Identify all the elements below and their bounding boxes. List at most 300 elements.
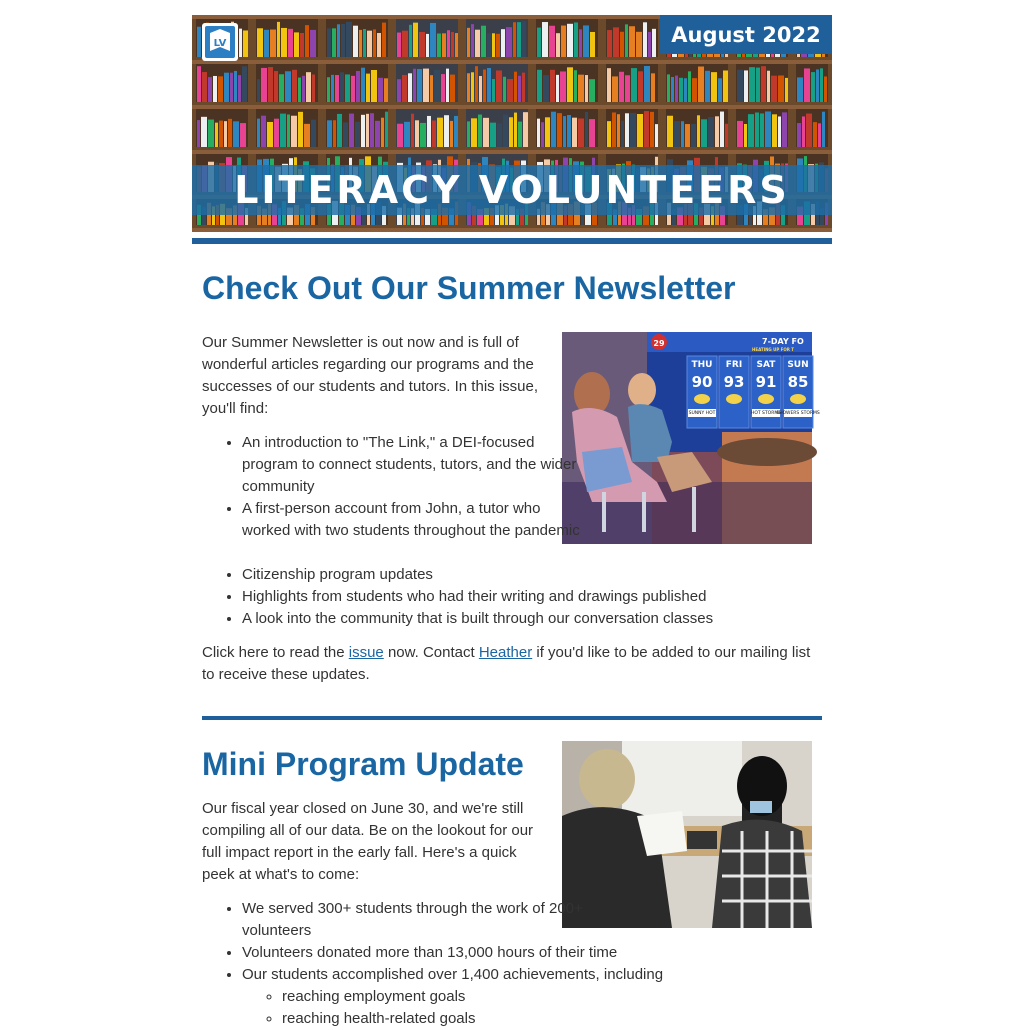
book-spine — [572, 118, 577, 147]
newsletter-highlights-list-continued — [202, 564, 822, 630]
book-spine — [268, 67, 273, 102]
book-spine — [755, 112, 759, 147]
list-item: • An introduction to "The Link," a DEI-focused program to connect students, tutors, and the wider community — [242, 432, 582, 498]
issue-link[interactable]: issue — [348, 644, 384, 661]
book-spine — [208, 120, 214, 147]
book-spine — [613, 27, 619, 57]
book-spine — [384, 78, 388, 102]
book-spine — [744, 124, 747, 147]
book-spine — [652, 29, 656, 57]
book-spine — [772, 114, 777, 147]
book-spine — [625, 113, 629, 147]
book-spine — [744, 70, 748, 102]
book-spine — [667, 116, 673, 147]
book-spine — [483, 118, 489, 147]
book-spine — [551, 112, 556, 147]
book-spine — [471, 24, 474, 57]
book-spine — [543, 75, 549, 102]
book-spine — [541, 122, 544, 147]
banner-title: LITERACY VOLUNTEERS — [234, 168, 790, 212]
book-spine — [620, 32, 624, 57]
list-item: • Our students accomplished over 1,400 achievements, including — [242, 964, 822, 986]
book-spine — [242, 66, 247, 102]
list-item: • Highlights from students who had their writing and drawings published — [242, 586, 822, 608]
book-spine — [417, 69, 422, 102]
book-spine — [341, 24, 345, 57]
book-spine — [824, 76, 827, 102]
book-spine — [617, 114, 620, 147]
book-spine — [451, 32, 454, 57]
book-spine — [454, 116, 458, 147]
book-spine — [561, 26, 566, 57]
book-spine — [483, 70, 486, 102]
book-spine — [756, 68, 760, 102]
weather-icon — [758, 394, 774, 404]
book-spine — [671, 77, 674, 102]
book-spine — [674, 121, 680, 147]
book-spine — [497, 123, 502, 147]
book-spine — [479, 76, 482, 102]
book-spine — [447, 30, 450, 57]
book-spine — [239, 29, 242, 57]
book-spine — [385, 112, 388, 147]
forecast-day-label: FRI — [725, 360, 743, 370]
book-spine — [638, 71, 643, 102]
book-spine — [718, 78, 722, 102]
book-spine — [285, 71, 291, 102]
book-spine — [492, 33, 495, 57]
achievements-sublist — [242, 986, 822, 1030]
book-spine — [643, 22, 647, 57]
book-spine — [351, 76, 355, 102]
book-spine — [267, 122, 273, 147]
book-spine — [335, 75, 339, 102]
book-spine — [361, 68, 365, 102]
book-spine — [343, 122, 348, 147]
book-spine — [509, 117, 513, 147]
book-spine — [651, 73, 655, 102]
book-spine — [804, 68, 810, 102]
book-spine — [408, 73, 412, 102]
book-spine — [337, 114, 342, 147]
book-spine — [698, 67, 704, 102]
book-spine — [771, 76, 777, 102]
book-spine — [355, 122, 360, 147]
forecast-day-label: SUN — [787, 360, 809, 370]
book-spine — [765, 111, 771, 147]
banner-title-band — [192, 165, 832, 215]
forecast-day-label: THU — [691, 360, 713, 370]
book-spine — [411, 114, 414, 147]
book-spine — [444, 115, 449, 147]
section-divider — [202, 716, 822, 720]
book-spine — [402, 31, 408, 57]
book-spine — [650, 112, 654, 147]
cta-text: Click here to read the — [202, 644, 349, 661]
book-spine — [238, 75, 241, 102]
book-spine — [298, 78, 301, 102]
cta-text: if you'd like to be added to our mailing list to receive these updates. — [202, 644, 811, 683]
book-spine — [813, 122, 817, 147]
newsletter-section — [202, 270, 822, 690]
book-spine — [404, 122, 410, 147]
book-spine — [475, 30, 480, 57]
book-spine — [257, 79, 260, 102]
book-spine — [797, 123, 801, 147]
book-spine — [748, 114, 754, 147]
book-spine — [305, 25, 309, 57]
book-spine — [397, 33, 401, 57]
book-spine — [327, 77, 330, 102]
book-spine — [274, 119, 279, 147]
book-spine — [816, 69, 819, 102]
book-spine — [434, 70, 440, 102]
forecast-title: 7-DAY FO — [762, 337, 804, 346]
weather-icon — [790, 394, 806, 404]
book-spine — [487, 33, 491, 57]
book-spine — [621, 121, 624, 147]
book-spine — [277, 22, 280, 57]
book-spine — [377, 33, 381, 57]
book-spine — [557, 113, 562, 147]
book-spine — [490, 123, 496, 147]
book-spine — [631, 68, 637, 102]
book-spine — [215, 123, 218, 147]
book-spine — [224, 121, 227, 147]
issue-date: August 2022 — [671, 22, 821, 47]
book-spine — [481, 26, 486, 57]
book-spine — [243, 30, 248, 57]
book-spine — [432, 120, 436, 147]
book-spine — [507, 79, 513, 102]
book-spine — [578, 75, 584, 102]
book-spine — [446, 69, 449, 102]
book-spine — [467, 73, 470, 102]
book-spine — [397, 124, 403, 147]
book-spine — [441, 74, 445, 102]
book-spine — [397, 79, 401, 102]
book-spine — [437, 118, 443, 147]
book-spine — [240, 123, 246, 147]
book-spine — [501, 29, 505, 57]
book-spine — [701, 119, 707, 147]
book-spine — [375, 121, 380, 147]
book-spine — [430, 23, 436, 57]
book-spine — [228, 119, 232, 147]
book-spine — [233, 121, 239, 147]
forecast-condition: SUNNY HOT — [688, 411, 716, 416]
book-spine — [261, 116, 266, 147]
book-spine — [681, 121, 684, 147]
book-spine — [349, 114, 354, 147]
tutoring-session-image — [562, 741, 812, 928]
newsletter-cta — [202, 642, 817, 686]
shelf-board — [192, 105, 832, 109]
tutoring-photo — [562, 741, 812, 928]
book-spine — [294, 32, 299, 57]
tv-studio-image — [562, 332, 820, 544]
book-spine — [574, 22, 578, 57]
book-spine — [820, 68, 823, 102]
book-spine — [202, 72, 207, 102]
book-spine — [636, 32, 642, 57]
book-spine — [366, 74, 370, 102]
weather-icon — [694, 394, 710, 404]
book-spine — [224, 73, 229, 102]
book-spine — [612, 112, 616, 147]
book-spine — [257, 28, 263, 57]
book-spine — [496, 70, 502, 102]
book-spine — [503, 77, 506, 102]
book-spine — [450, 75, 455, 102]
book-spine — [409, 25, 412, 57]
book-spine — [353, 26, 358, 57]
book-spine — [644, 66, 650, 102]
header-divider — [192, 238, 832, 244]
book-spine — [280, 114, 286, 147]
book-spine — [346, 22, 352, 57]
book-spine — [197, 27, 201, 57]
station-logo: 29 — [653, 339, 665, 348]
book-spine — [644, 111, 649, 147]
book-spine — [560, 71, 566, 102]
tv-interview-photo — [562, 332, 820, 544]
book-spine — [589, 119, 595, 147]
book-spine — [802, 116, 805, 147]
list-item: • We served 300+ students through the work of 200+ volunteers — [242, 898, 587, 942]
list-item: ◦ reaching employment goals — [282, 986, 822, 1008]
book-spine — [291, 116, 297, 147]
book-spine — [197, 66, 201, 102]
book-spine — [270, 30, 276, 57]
book-spine — [471, 118, 477, 147]
book-spine — [201, 117, 207, 147]
book-spine — [302, 76, 305, 102]
book-spine — [367, 31, 372, 57]
book-spine — [371, 70, 377, 102]
book-spine — [506, 27, 512, 57]
book-spine — [413, 69, 416, 102]
forecast-temp: 93 — [723, 373, 745, 391]
book-spine — [818, 123, 821, 147]
book-spine — [688, 71, 691, 102]
book-spine — [332, 28, 336, 57]
book-spine — [797, 77, 803, 102]
book-spine — [298, 112, 303, 147]
book-spine — [590, 32, 595, 57]
book-spine — [585, 75, 588, 102]
book-spine — [503, 115, 508, 147]
book-spine — [655, 124, 658, 147]
book-spine — [306, 72, 311, 102]
book-spine — [518, 122, 522, 147]
book-spine — [737, 121, 743, 147]
book-spine — [630, 113, 636, 147]
book-spine — [415, 120, 419, 147]
book-spine — [514, 113, 517, 147]
book-spine — [345, 74, 350, 102]
book-spine — [455, 33, 458, 57]
book-spine — [692, 78, 697, 102]
program-update-intro: Our fiscal year closed on June 30, and we're still compiling all of our data. Be on the lookout for our full impact report in the early fall. Here's a quick peek at what's to come: — [202, 800, 534, 883]
book-spine — [218, 76, 223, 102]
book-spine — [583, 25, 589, 57]
book-spine — [419, 32, 425, 57]
book-spine — [522, 21, 526, 57]
book-spine — [550, 70, 555, 102]
book-spine — [288, 29, 293, 57]
book-spine — [711, 72, 717, 102]
book-spine — [517, 22, 521, 57]
book-spine — [542, 22, 548, 57]
book-spine — [430, 75, 433, 102]
book-spine — [274, 71, 278, 102]
shelf-board — [192, 228, 832, 232]
book-spine — [331, 75, 334, 102]
book-spine — [292, 70, 297, 102]
shelf-board — [192, 60, 832, 64]
book-spine — [427, 116, 431, 147]
book-spine — [537, 70, 542, 102]
program-update-heading: Mini Program Update — [202, 746, 524, 782]
header-banner — [192, 15, 832, 228]
book-spine — [300, 33, 304, 57]
book-spine — [629, 26, 635, 57]
book-spine — [487, 68, 491, 102]
book-spine — [518, 76, 521, 102]
book-spine — [213, 76, 217, 102]
book-spine — [691, 124, 696, 147]
book-spine — [361, 115, 365, 147]
book-spine — [327, 28, 331, 57]
book-spine — [359, 30, 362, 57]
book-spine — [625, 24, 628, 57]
book-spine — [492, 79, 495, 102]
book-spine — [310, 30, 316, 57]
book-spine — [723, 70, 728, 102]
newsletter-highlights-list — [202, 432, 582, 542]
book-spine — [312, 75, 315, 102]
book-spine — [607, 30, 612, 57]
book-spine — [720, 112, 724, 147]
book-spine — [684, 78, 687, 102]
book-spine — [513, 22, 516, 57]
forecast-condition: SHOWERS STORMS — [776, 411, 820, 416]
book-spine — [478, 115, 482, 147]
book-spine — [402, 75, 407, 102]
book-spine — [437, 34, 441, 57]
book-spine — [556, 75, 559, 102]
newsletter-heading: Check Out Our Summer Newsletter — [202, 270, 736, 306]
book-spine — [281, 28, 287, 57]
list-item: • A first-person account from John, a tutor who worked with two students throughout the pandemic — [242, 498, 582, 542]
book-spine — [737, 70, 743, 102]
forecast-subtitle: HEATING UP FOR T — [752, 347, 795, 352]
book-spine — [579, 29, 582, 57]
book-spine — [637, 114, 643, 147]
book-spine — [522, 73, 525, 102]
book-spine — [264, 30, 269, 57]
book-spine — [567, 24, 573, 57]
book-spine — [785, 78, 788, 102]
book-spine — [304, 124, 310, 147]
book-spine — [363, 29, 366, 57]
book-spine — [381, 118, 384, 147]
book-spine — [426, 34, 429, 57]
book-spine — [340, 72, 344, 102]
book-spine — [333, 120, 336, 147]
book-spine — [574, 70, 577, 102]
book-spine — [612, 76, 618, 102]
newsletter-intro: Our Summer Newsletter is out now and is full of wonderful articles regarding our programs and the successes of our students and tutors. In this issue, you'll find: — [202, 334, 539, 417]
book-spine — [230, 73, 233, 102]
book-spine — [806, 114, 812, 147]
book-spine — [370, 113, 374, 147]
book-spine — [563, 116, 566, 147]
book-spine — [607, 68, 611, 102]
book-spine — [514, 72, 517, 102]
list-item: • A look into the community that is built through our conversation classes — [242, 608, 822, 630]
cta-text: now. Contact — [383, 644, 479, 661]
book-spine — [467, 121, 470, 147]
book-spine — [556, 33, 560, 57]
forecast-day-label: SAT — [756, 360, 776, 370]
book-spine — [567, 115, 571, 147]
book-spine — [811, 72, 815, 102]
forecast-temp: 91 — [755, 373, 777, 391]
book-spine — [778, 116, 781, 147]
program-update-section — [202, 746, 822, 1027]
book-spine — [578, 118, 584, 147]
book-spine — [337, 24, 340, 57]
contact-heather-link[interactable]: Heather — [478, 644, 533, 661]
book-spine — [760, 113, 764, 147]
book-spine — [667, 74, 670, 102]
issue-date-badge — [660, 15, 832, 54]
forecast-condition: HOT STORMS — [750, 411, 782, 416]
book-spine — [450, 121, 453, 147]
book-spine — [234, 71, 237, 102]
book-spine — [257, 119, 260, 147]
book-spine — [619, 72, 624, 102]
book-spine — [715, 116, 719, 147]
book-spine — [496, 34, 500, 57]
book-spine — [675, 76, 678, 102]
book-spine — [708, 117, 714, 147]
book-spine — [208, 77, 212, 102]
book-spine — [705, 71, 710, 102]
book-spine — [261, 68, 267, 102]
book-spine — [648, 32, 651, 57]
weather-icon — [726, 394, 742, 404]
book-spine — [373, 29, 376, 57]
book-spine — [749, 67, 755, 102]
book-spine — [545, 117, 550, 147]
book-spine — [607, 121, 611, 147]
logo-lettering: LV — [213, 38, 227, 49]
book-spine — [475, 66, 478, 102]
book-spine — [382, 23, 386, 57]
shelf-board — [192, 150, 832, 154]
book-spine — [420, 123, 426, 147]
book-spine — [523, 112, 528, 147]
book-spine — [537, 28, 541, 57]
book-spine — [625, 75, 630, 102]
book-spine — [279, 74, 284, 102]
forecast-temp: 85 — [787, 373, 809, 391]
list-item: • Citizenship program updates — [242, 564, 822, 586]
book-spine — [567, 67, 573, 102]
